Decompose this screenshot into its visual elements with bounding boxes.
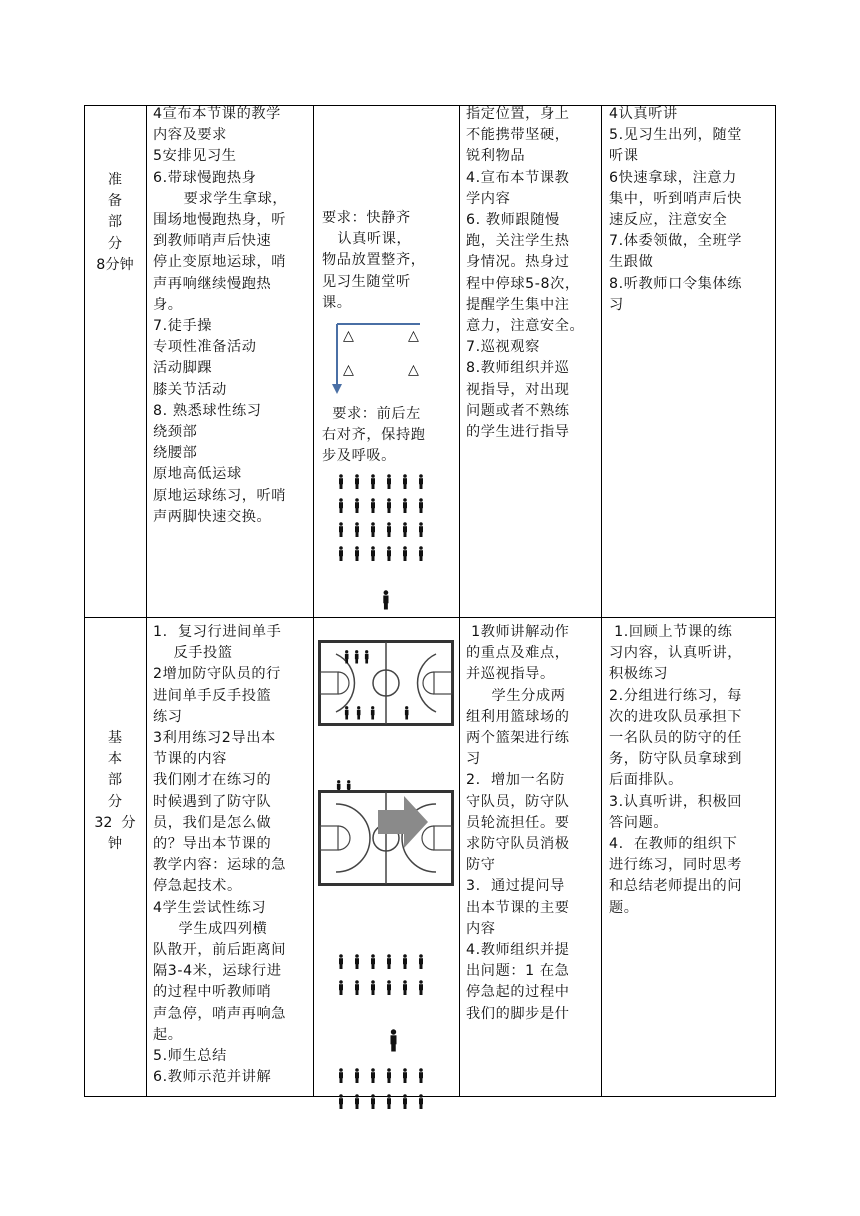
person-icon — [403, 1068, 407, 1083]
table-col-divider-4 — [601, 105, 602, 1097]
table-col-divider-1 — [146, 105, 147, 1097]
person-icon — [419, 980, 423, 995]
section-label-preparation: 准 备 部 分 8分钟 — [96, 172, 134, 273]
person-icon — [419, 498, 423, 513]
person-icon — [419, 1068, 423, 1083]
table-row-divider — [84, 617, 776, 618]
table-col-divider-3 — [459, 105, 460, 1097]
person-icon — [403, 1094, 407, 1109]
person-icon — [403, 498, 407, 513]
person-icon — [339, 980, 343, 995]
person-icon — [387, 546, 391, 561]
basic-teacher-column: 1教师讲解动作 的重点及难点， 并巡视指导。 学生分成两 组利用篮球场的 两个篮架进行练 习 2. 增加一名防 守队员，防守队 员轮流担任。要 求防守队员消极 防守 3. 通过提问导 出本节课的主要 内容 4.教师组织并提 出问题：1 在急 停急起的过程中 我们的脚步是什 — [466, 624, 570, 1022]
person-icon — [371, 1068, 375, 1083]
person-icon — [355, 980, 359, 995]
person-icon — [339, 498, 343, 513]
cone-marker: △ — [343, 328, 355, 344]
person-icon — [339, 1094, 343, 1109]
person-icon — [387, 1094, 391, 1109]
person-icon — [355, 498, 359, 513]
person-icon — [371, 706, 375, 719]
person-icon — [405, 706, 409, 719]
prep-organization-requirement-1: 要求：快静齐 认真听课， 物品放置整齐， 见习生随堂听 课。 — [322, 210, 426, 311]
person-icon — [355, 1068, 359, 1083]
four-row-formation-diagram-2 — [334, 1066, 434, 1116]
section-label-basic: 基 本 部 分 32 分 钟 — [94, 730, 136, 853]
cone-marker: △ — [408, 328, 420, 344]
person-icon — [387, 954, 391, 969]
teacher-figure — [388, 1028, 402, 1052]
person-icon — [339, 1068, 343, 1083]
person-icon — [371, 954, 375, 969]
person-icon — [383, 590, 388, 609]
person-icon — [403, 980, 407, 995]
person-icon — [387, 1068, 391, 1083]
person-icon — [403, 954, 407, 969]
person-icon — [355, 954, 359, 969]
person-icon — [339, 522, 343, 537]
person-icon — [355, 522, 359, 537]
person-icon — [391, 1029, 397, 1051]
person-icon — [419, 546, 423, 561]
prep-student-column: 4认真听讲 5.见习生出列，随堂 听课 6快速拿球，注意力 集中，听到哨声后快 速反应，注意安全 7.体委领做，全班学 生跟做 8.听教师口令集体练 习 — [609, 106, 743, 313]
prep-content-column: 4宣布本节课的教学 内容及要求 5安排见习生 6.带球慢跑热身 要求学生拿球， 围场地慢跑热身，听 到教师哨声后快速 停止变原地运球，哨 声再响继续慢跑热 身。 7.徒手操 专项性准备活动 活动脚踝 膝关节活动 8. 熟悉球性练习 绕颈部 绕腰部 原地高低运球 原地运球练习，听哨 声两脚快速交换。 — [153, 106, 288, 525]
basic-student-column: 1.回顾上节课的练 习内容，认真听讲， 积极练习 2.分组进行练习，每 次的进攻队员承担下 一名队员的防守的任 务，防守队员拿球到 后面排队。 3.认真听讲，积极回 答问题。 4. 在教师的组织下 进行练习，同时思考 和总结老师提出的问 题。 — [609, 624, 743, 916]
person-icon — [419, 954, 423, 969]
person-icon — [355, 546, 359, 561]
table-border-left — [84, 105, 85, 1097]
person-icon — [355, 650, 359, 663]
person-icon — [355, 474, 359, 489]
table-col-divider-2 — [313, 105, 314, 1097]
table-border-right — [775, 105, 776, 1097]
prep-teacher-column: 指定位置，身上 不能携带坚硬， 锐利物品 4.宣布本节课教 学内容 6. 教师跟随慢 跑，关注学生热 身情况。热身过 程中停球5-8次， 提醒学生集中注 意力，注意安全。 7.巡视观察 8.教师组织并巡 视指导，对出现 问题或者不熟练 的学生进行指导 — [466, 106, 585, 441]
basketball-court-diagram-2 — [318, 790, 454, 886]
student-formation-diagram — [334, 472, 434, 612]
cone-marker: △ — [408, 362, 420, 378]
person-icon — [387, 474, 391, 489]
person-icon — [357, 706, 361, 719]
person-icon — [371, 546, 375, 561]
four-row-formation-diagram — [334, 952, 434, 1000]
person-icon — [339, 954, 343, 969]
person-icon — [371, 498, 375, 513]
person-icon — [387, 980, 391, 995]
cone-marker: △ — [343, 362, 355, 378]
person-icon — [371, 522, 375, 537]
person-icon — [387, 498, 391, 513]
person-icon — [365, 650, 369, 663]
person-icon — [371, 1094, 375, 1109]
basic-content-column: 1. 复习行进间单手 反手投篮 2增加防守队员的行 进间单手反手投篮 练习 3利用练习2导出本 节课的内容 我们刚才在练习的 时候遇到了防守队 员，我们是怎么做 的？导出本节课的 教学内容：运球的急 停急起技术。 4学生尝试性练习 学生成四列横 队散开，前后距离间 隔3-4米，运球行进 的过程中听教师哨 声急停，哨声再响急 起。 5.师生总结 6.教师示范并讲解 — [153, 624, 287, 1086]
person-icon — [371, 474, 375, 489]
person-icon — [419, 522, 423, 537]
person-icon — [403, 522, 407, 537]
person-icon — [355, 1094, 359, 1109]
person-icon — [345, 650, 349, 663]
person-icon — [387, 522, 391, 537]
basketball-court-diagram-1 — [318, 640, 454, 726]
person-icon — [419, 1094, 423, 1109]
person-icon — [419, 474, 423, 489]
prep-organization-requirement-2: 要求：前后左 右对齐，保持跑 步及呼吸。 — [322, 406, 426, 465]
person-icon — [403, 546, 407, 561]
person-icon — [403, 474, 407, 489]
person-icon — [339, 474, 343, 489]
person-icon — [339, 546, 343, 561]
person-icon — [371, 980, 375, 995]
person-icon — [345, 706, 349, 719]
